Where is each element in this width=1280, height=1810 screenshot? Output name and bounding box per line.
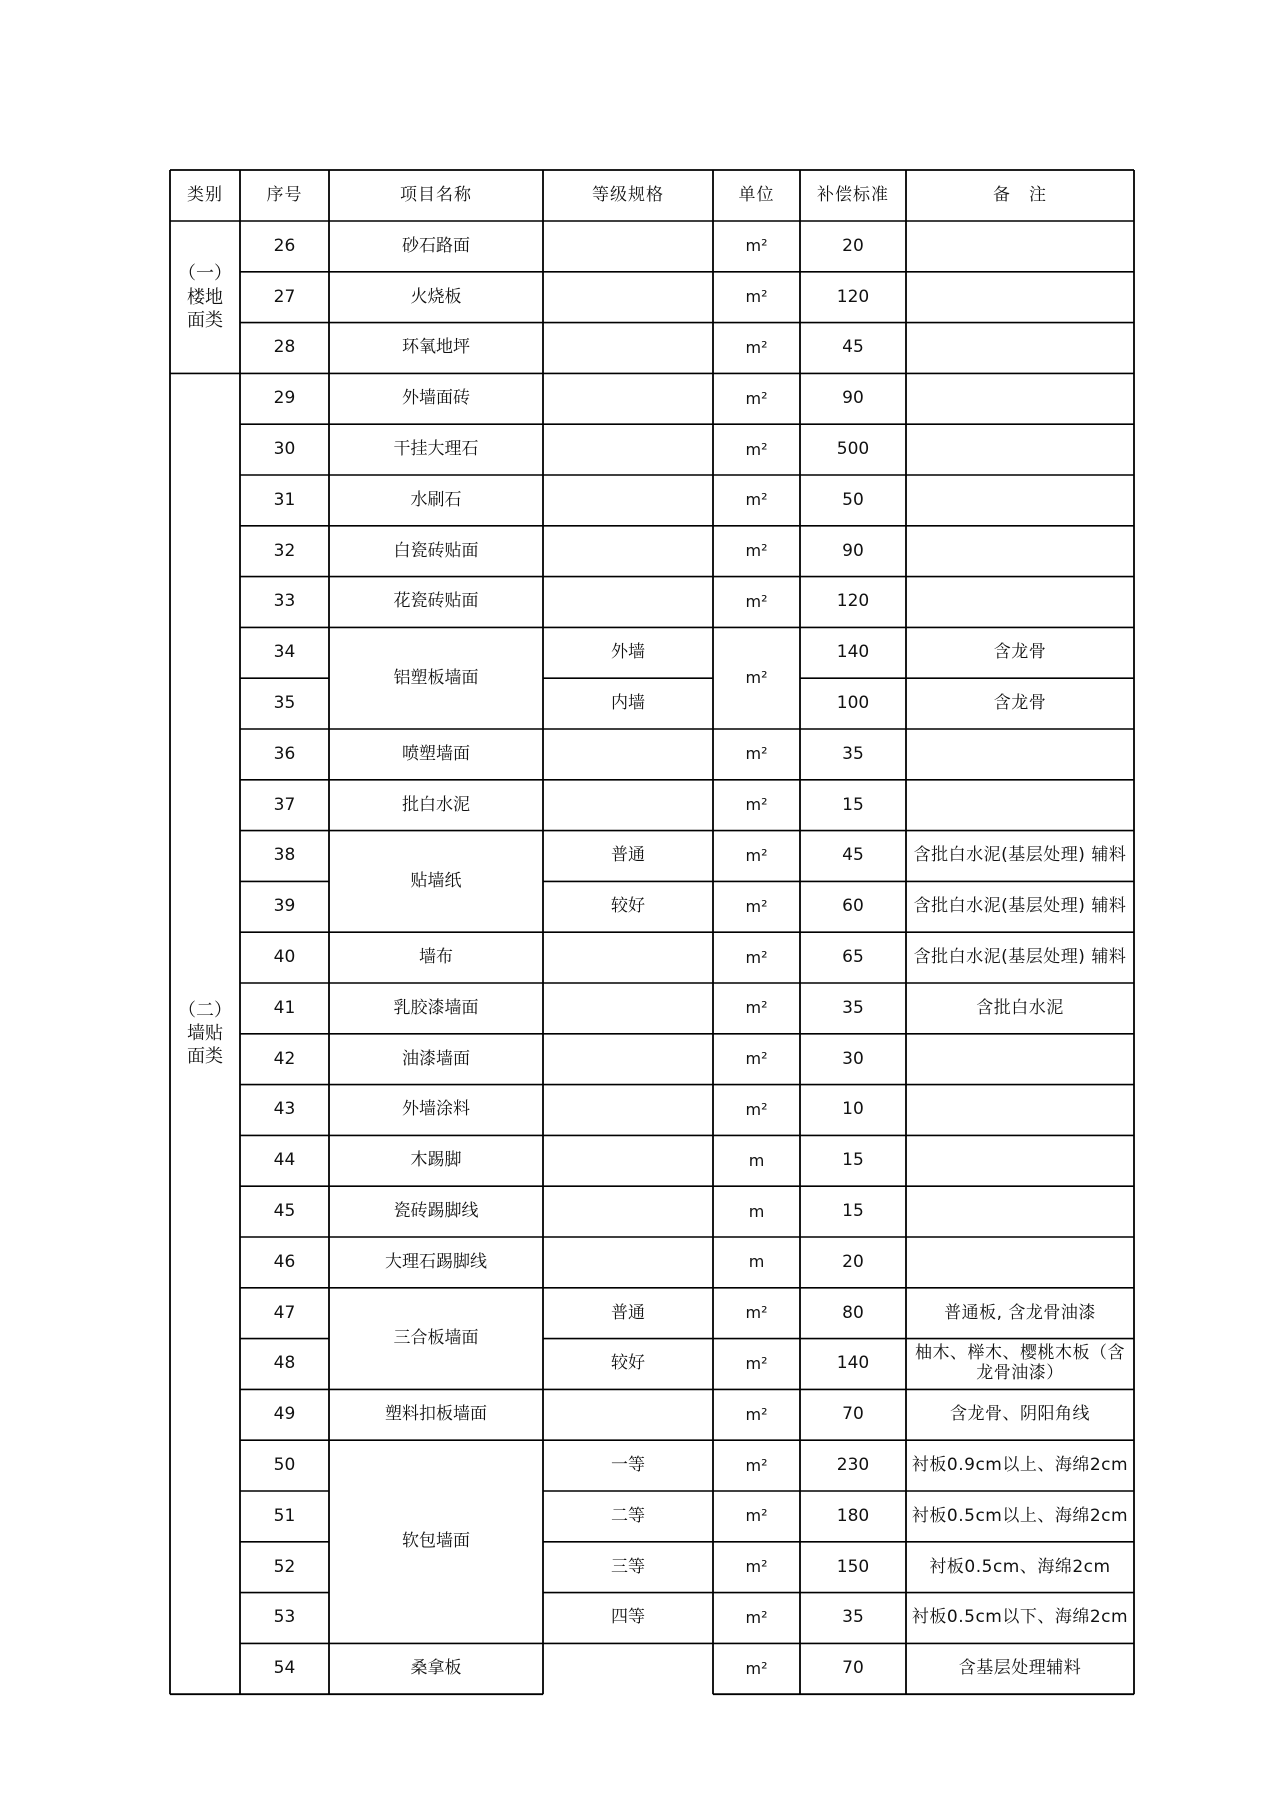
item-name: 大理石踢脚线 [385, 1251, 487, 1272]
row-number: 46 [273, 1251, 296, 1272]
remarks [906, 1237, 1134, 1288]
item-name: 三合板墙面 [393, 1327, 479, 1348]
category-floor: （一） 楼地 面类 [178, 263, 232, 331]
compensation-standard: 15 [842, 1200, 864, 1221]
grade-spec [543, 729, 713, 780]
row-number: 51 [273, 1505, 296, 1526]
remarks [906, 272, 1134, 323]
unit: m² [745, 287, 768, 307]
header-remarks: 备 注 [993, 184, 1047, 205]
row-number: 29 [273, 388, 296, 409]
item-name: 油漆墙面 [402, 1048, 470, 1069]
item-name: 桑拿板 [410, 1658, 462, 1679]
unit: m² [745, 1607, 768, 1627]
row-number: 43 [273, 1099, 296, 1120]
item-name: 喷塑墙面 [402, 743, 470, 764]
grade-spec [543, 1135, 713, 1186]
row-number: 53 [273, 1607, 296, 1628]
compensation-standard: 45 [842, 845, 864, 866]
unit: m² [745, 490, 768, 510]
remarks: 含批白水泥(基层处理) 辅料 [913, 946, 1127, 967]
unit: m² [745, 541, 768, 561]
remarks [906, 323, 1134, 374]
remarks: 含批白水泥(基层处理) 辅料 [913, 845, 1127, 866]
item-name: 铝塑板墙面 [393, 667, 479, 688]
grade-spec [543, 780, 713, 831]
unit: m² [745, 1506, 768, 1526]
row-number: 49 [273, 1404, 296, 1425]
compensation-standard: 150 [836, 1556, 870, 1577]
grade-spec [543, 1034, 713, 1085]
row-number: 36 [273, 743, 296, 764]
compensation-standard: 180 [836, 1505, 870, 1526]
grade-spec [543, 475, 713, 526]
remarks: 含基层处理辅料 [958, 1658, 1082, 1679]
remarks [906, 424, 1134, 475]
compensation-standard: 140 [836, 642, 870, 663]
item-name: 塑料扣板墙面 [385, 1404, 487, 1425]
item-name: 贴墙纸 [410, 870, 462, 891]
item-name: 外墙涂料 [402, 1099, 470, 1120]
grade-spec: 一等 [611, 1454, 645, 1475]
grade-spec [543, 373, 713, 424]
item-name: 环氧地坪 [402, 337, 470, 358]
remarks [906, 1135, 1134, 1186]
row-number: 54 [273, 1658, 296, 1679]
grade-spec [543, 577, 713, 628]
row-number: 28 [273, 337, 296, 358]
compensation-standard: 15 [842, 794, 864, 815]
grade-spec [543, 983, 713, 1034]
row-number: 42 [273, 1048, 296, 1069]
header-item-name: 项目名称 [400, 184, 472, 205]
row-number: 45 [273, 1200, 296, 1221]
remarks [906, 577, 1134, 628]
unit: m² [745, 947, 768, 967]
grade-spec: 较好 [611, 896, 645, 917]
row-number: 35 [273, 692, 296, 713]
row-number: 30 [273, 438, 296, 459]
item-name: 瓷砖踢脚线 [393, 1200, 479, 1221]
remarks: 含龙骨 [993, 692, 1047, 713]
row-number: 27 [273, 286, 296, 307]
row-number: 34 [273, 642, 296, 663]
grade-spec: 内墙 [611, 692, 645, 713]
grade-spec: 四等 [611, 1607, 645, 1628]
remarks [906, 729, 1134, 780]
item-name: 干挂大理石 [393, 438, 479, 459]
remarks [906, 526, 1134, 577]
compensation-standard: 90 [842, 540, 864, 561]
remarks: 含批白水泥 [976, 997, 1064, 1018]
item-name: 火烧板 [410, 286, 462, 307]
compensation-standard: 60 [842, 896, 864, 917]
item-name: 墙布 [419, 946, 453, 967]
grade-spec [543, 1186, 713, 1237]
remarks: 衬板0.9cm以上、海绵2cm [911, 1454, 1129, 1475]
remarks [906, 1085, 1134, 1136]
remarks [906, 1186, 1134, 1237]
unit: m² [745, 1658, 768, 1678]
compensation-standard: 230 [836, 1454, 870, 1475]
compensation-standard: 70 [842, 1404, 864, 1425]
row-number: 40 [273, 946, 296, 967]
grade-spec [543, 221, 713, 272]
compensation-standard: 500 [836, 438, 870, 459]
unit: m² [745, 591, 768, 611]
remarks [906, 373, 1134, 424]
row-number: 48 [273, 1353, 296, 1374]
header-grade: 等级规格 [592, 184, 664, 205]
category-wall: （二） 墙贴 面类 [178, 999, 232, 1068]
remarks [906, 475, 1134, 526]
unit: m² [745, 388, 768, 408]
grade-spec [543, 1643, 713, 1694]
remarks [906, 780, 1134, 831]
grade-spec [543, 323, 713, 374]
unit: m² [745, 845, 768, 865]
compensation-standard: 80 [842, 1302, 864, 1323]
row-number: 47 [273, 1302, 296, 1323]
row-number: 37 [273, 794, 296, 815]
remarks [906, 1034, 1134, 1085]
remarks: 柚木、榉木、樱桃木板（含 龙骨油漆） [915, 1343, 1125, 1383]
row-number: 44 [273, 1150, 296, 1171]
compensation-standard: 70 [842, 1658, 864, 1679]
unit: m² [745, 337, 768, 357]
row-number: 33 [273, 591, 296, 612]
grade-spec [543, 1085, 713, 1136]
remarks: 含龙骨、阴阳角线 [950, 1404, 1090, 1425]
grade-spec: 普通 [611, 1302, 645, 1323]
grade-spec [543, 932, 713, 983]
compensation-standard: 100 [836, 692, 870, 713]
item-name: 白瓷砖贴面 [393, 540, 479, 561]
unit: m [748, 1252, 765, 1272]
row-number: 26 [273, 235, 296, 256]
unit: m [748, 1201, 765, 1221]
grade-spec [543, 424, 713, 475]
unit: m² [745, 744, 768, 764]
grade-spec: 二等 [611, 1505, 645, 1526]
compensation-standard: 90 [842, 388, 864, 409]
unit: m² [745, 998, 768, 1018]
compensation-standard: 35 [842, 743, 864, 764]
item-name: 乳胶漆墙面 [393, 997, 479, 1018]
row-number: 32 [273, 540, 296, 561]
compensation-standard: 50 [842, 489, 864, 510]
unit: m² [745, 236, 768, 256]
header-unit: 单位 [738, 184, 775, 205]
remarks: 含龙骨 [993, 642, 1047, 663]
item-name: 砂石路面 [402, 235, 470, 256]
compensation-standard: 20 [842, 1251, 864, 1272]
header-category: 类别 [187, 184, 223, 205]
compensation-standard: 120 [836, 286, 870, 307]
grade-spec [543, 1389, 713, 1440]
compensation-standard: 65 [842, 946, 864, 967]
item-name: 批白水泥 [402, 794, 470, 815]
compensation-standard: 35 [842, 1607, 864, 1628]
unit: m² [745, 896, 768, 916]
item-name: 花瓷砖贴面 [393, 591, 479, 612]
unit: m² [745, 668, 768, 688]
unit: m² [745, 1303, 768, 1323]
grade-spec: 外墙 [611, 642, 645, 663]
remarks: 衬板0.5cm以上、海绵2cm [911, 1505, 1129, 1526]
row-number: 52 [273, 1556, 296, 1577]
item-name: 软包墙面 [402, 1531, 470, 1552]
grade-spec [543, 272, 713, 323]
compensation-standard: 20 [842, 235, 864, 256]
row-number: 50 [273, 1454, 296, 1475]
item-name: 水刷石 [410, 489, 462, 510]
compensation-standard: 15 [842, 1150, 864, 1171]
header-number: 序号 [266, 184, 303, 205]
grade-spec: 普通 [611, 845, 645, 866]
compensation-standard: 45 [842, 337, 864, 358]
row-number: 39 [273, 896, 296, 917]
compensation-standard: 140 [836, 1353, 870, 1374]
compensation-standard: 10 [842, 1099, 864, 1120]
unit: m² [745, 1557, 768, 1577]
item-name: 外墙面砖 [402, 388, 470, 409]
compensation-standard: 30 [842, 1048, 864, 1069]
grade-spec [543, 1237, 713, 1288]
unit: m² [745, 1099, 768, 1119]
remarks [906, 221, 1134, 272]
row-number: 31 [273, 489, 296, 510]
remarks: 衬板0.5cm以下、海绵2cm [911, 1607, 1129, 1628]
unit: m² [745, 1049, 768, 1069]
unit: m² [745, 439, 768, 459]
unit: m² [745, 1455, 768, 1475]
unit: m [748, 1150, 765, 1170]
unit: m² [745, 795, 768, 815]
grade-spec [543, 526, 713, 577]
row-number: 41 [273, 997, 296, 1018]
compensation-standard: 120 [836, 591, 870, 612]
unit: m² [745, 1404, 768, 1424]
grade-spec: 三等 [611, 1556, 645, 1577]
item-name: 木踢脚 [410, 1150, 462, 1171]
remarks: 衬板0.5cm、海绵2cm [929, 1556, 1111, 1577]
grade-spec: 较好 [611, 1353, 645, 1374]
compensation-standard: 35 [842, 997, 864, 1018]
row-number: 38 [273, 845, 296, 866]
remarks: 普通板, 含龙骨油漆 [944, 1302, 1096, 1323]
unit: m² [745, 1353, 768, 1373]
remarks: 含批白水泥(基层处理) 辅料 [913, 896, 1127, 917]
header-standard: 补偿标准 [817, 184, 889, 205]
